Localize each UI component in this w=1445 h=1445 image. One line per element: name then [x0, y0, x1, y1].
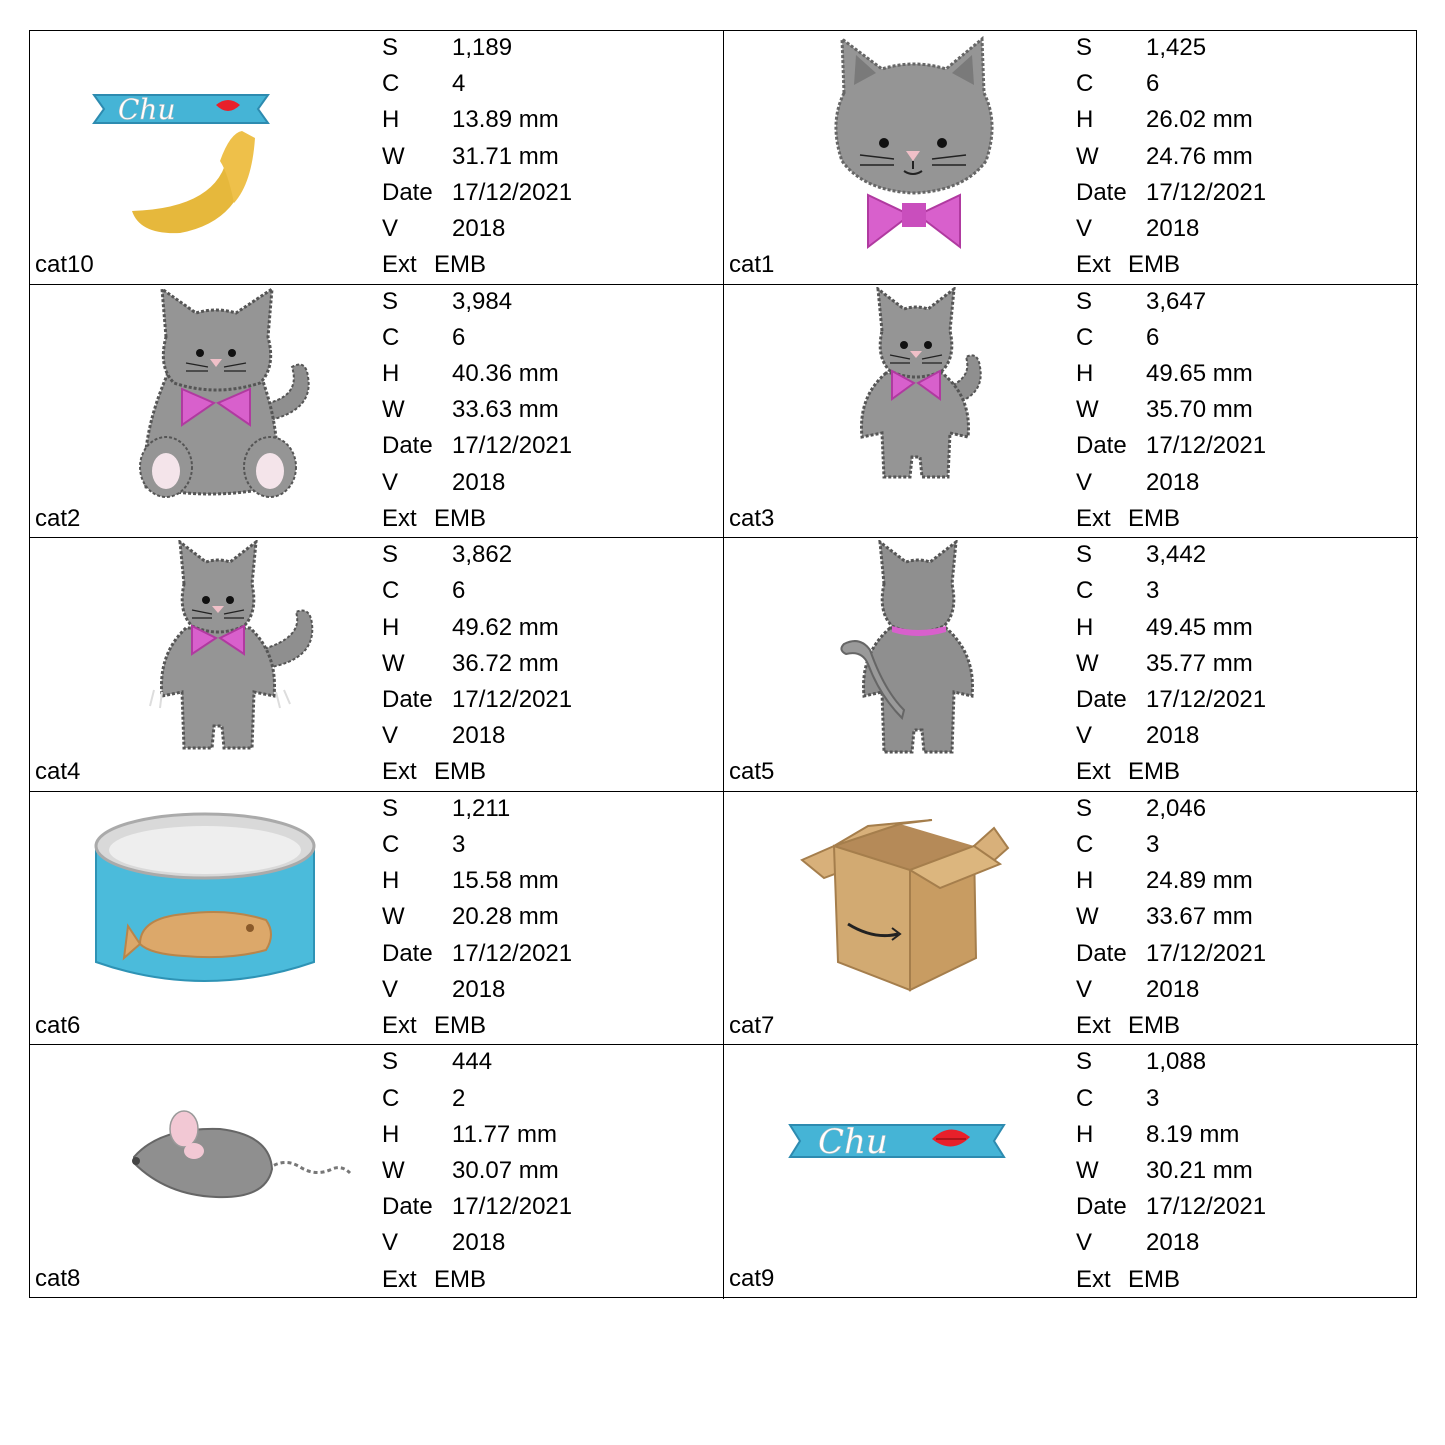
- chu-ribbon-lips-icon: [764, 1047, 1064, 1269]
- design-cell-cat3: [724, 285, 1418, 539]
- design-name: cat9: [729, 1265, 775, 1293]
- height-value: 24.89 mm: [1146, 867, 1253, 895]
- ext-label: Ext: [382, 1011, 417, 1039]
- date-label: Date: [1076, 685, 1127, 713]
- height-label: H: [1076, 106, 1094, 134]
- ext-value: EMB: [1128, 1265, 1181, 1293]
- stitch-label: S: [1076, 34, 1093, 61]
- version-label: V: [382, 214, 399, 242]
- height-value: 15.58 mm: [452, 867, 559, 895]
- date-value: 17/12/2021: [452, 1193, 573, 1221]
- stitch-count: 444: [452, 1048, 493, 1076]
- stitch-count: 1,088: [1146, 1048, 1207, 1076]
- version-label: V: [382, 975, 399, 1003]
- color-label: C: [382, 70, 400, 98]
- version-label: V: [1076, 1229, 1093, 1257]
- color-label: C: [1076, 323, 1094, 351]
- date-label: Date: [1076, 178, 1127, 206]
- date-value: 17/12/2021: [1146, 432, 1267, 460]
- width-label: W: [1076, 903, 1099, 931]
- version-value: 2018: [452, 722, 506, 750]
- version-label: V: [382, 468, 399, 496]
- toy-mouse-icon: [70, 1047, 370, 1269]
- width-label: W: [1076, 142, 1099, 170]
- color-label: C: [382, 830, 400, 858]
- date-label: Date: [1076, 939, 1127, 967]
- width-value: 30.07 mm: [452, 1156, 559, 1184]
- design-name: cat10: [35, 251, 94, 278]
- design-cell-cat7: [724, 792, 1418, 1046]
- date-value: 17/12/2021: [452, 432, 573, 460]
- design-cell-cat10: [30, 31, 724, 285]
- date-label: Date: [382, 432, 433, 460]
- stitch-label: S: [1076, 794, 1093, 822]
- date-label: Date: [382, 1193, 433, 1221]
- color-label: C: [382, 1084, 400, 1112]
- color-label: C: [1076, 70, 1094, 98]
- stitch-count: 3,647: [1146, 287, 1207, 315]
- stitch-count: 1,189: [452, 34, 513, 61]
- width-value: 20.28 mm: [452, 903, 559, 931]
- version-value: 2018: [1146, 975, 1200, 1003]
- stitch-count: 1,425: [1146, 34, 1207, 61]
- height-value: 13.89 mm: [452, 106, 559, 134]
- version-label: V: [1076, 468, 1093, 496]
- height-label: H: [1076, 1120, 1094, 1148]
- version-value: 2018: [1146, 1229, 1200, 1257]
- design-name: cat4: [35, 758, 81, 786]
- kitten-back-icon: [764, 540, 1064, 762]
- width-label: W: [1076, 649, 1099, 677]
- ext-value: EMB: [1128, 758, 1181, 786]
- version-value: 2018: [1146, 214, 1200, 242]
- height-label: H: [1076, 867, 1094, 895]
- design-cell-cat4: [30, 538, 724, 792]
- width-label: W: [1076, 1156, 1099, 1184]
- design-name: cat7: [729, 1011, 775, 1039]
- standing-kitten-claws-icon: [70, 540, 370, 762]
- version-value: 2018: [452, 1229, 506, 1257]
- ext-value: EMB: [434, 504, 487, 532]
- ext-value: EMB: [434, 1265, 487, 1293]
- version-value: 2018: [452, 214, 506, 242]
- version-value: 2018: [1146, 468, 1200, 496]
- design-specs: [1076, 31, 1406, 284]
- ext-label: Ext: [1076, 758, 1111, 786]
- ext-label: Ext: [1076, 251, 1111, 279]
- ext-label: Ext: [382, 251, 417, 279]
- height-label: H: [382, 613, 400, 641]
- height-value: 26.02 mm: [1146, 106, 1253, 134]
- color-count: 3: [1146, 830, 1160, 858]
- date-value: 17/12/2021: [452, 178, 573, 206]
- width-value: 30.21 mm: [1146, 1156, 1253, 1184]
- cardboard-box-icon: [764, 794, 1064, 1016]
- design-cell-cat2: [30, 285, 724, 539]
- date-value: 17/12/2021: [452, 939, 573, 967]
- width-value: 24.76 mm: [1146, 142, 1253, 170]
- color-label: C: [1076, 1084, 1094, 1112]
- height-label: H: [1076, 613, 1094, 641]
- ribbon-text: Chu: [818, 1122, 888, 1163]
- stitch-label: S: [382, 794, 399, 822]
- design-specs: [382, 285, 712, 538]
- date-label: Date: [382, 178, 433, 206]
- design-sheet-grid: [29, 30, 1417, 1298]
- width-value: 33.67 mm: [1146, 903, 1253, 931]
- ext-label: Ext: [382, 1265, 417, 1293]
- ext-label: Ext: [382, 758, 417, 786]
- color-count: 6: [452, 577, 466, 605]
- width-value: 36.72 mm: [452, 649, 559, 677]
- fish-tin-can-icon: [70, 794, 370, 1016]
- stitch-label: S: [382, 34, 399, 61]
- date-value: 17/12/2021: [1146, 939, 1267, 967]
- design-name: cat3: [729, 504, 775, 532]
- color-count: 6: [1146, 70, 1160, 98]
- color-count: 3: [1146, 577, 1160, 605]
- color-count: 3: [452, 830, 466, 858]
- ext-label: Ext: [382, 504, 417, 532]
- height-label: H: [382, 867, 400, 895]
- design-specs: [382, 538, 712, 791]
- height-value: 40.36 mm: [452, 359, 559, 387]
- width-label: W: [382, 396, 405, 424]
- version-label: V: [382, 722, 399, 750]
- version-label: V: [1076, 722, 1093, 750]
- design-specs: [1076, 285, 1406, 538]
- design-cell-cat5: [724, 538, 1418, 792]
- color-count: 2: [452, 1084, 466, 1112]
- design-specs: [382, 1045, 712, 1298]
- stitch-count: 3,862: [452, 541, 513, 569]
- date-label: Date: [1076, 432, 1127, 460]
- design-cell-cat1: [724, 31, 1418, 285]
- design-name: cat5: [729, 758, 775, 786]
- design-specs: [1076, 1045, 1406, 1298]
- version-value: 2018: [452, 975, 506, 1003]
- kitten-head-bow-icon: [764, 33, 1064, 255]
- width-value: 33.63 mm: [452, 396, 559, 424]
- stitch-label: S: [1076, 287, 1093, 315]
- standing-kitten-icon: [764, 287, 1064, 509]
- color-count: 3: [1146, 1084, 1160, 1112]
- color-label: C: [382, 323, 400, 351]
- design-specs: [1076, 792, 1406, 1045]
- design-name: cat6: [35, 1011, 81, 1039]
- design-name: cat2: [35, 504, 81, 532]
- design-name: cat1: [729, 251, 775, 278]
- color-label: C: [1076, 830, 1094, 858]
- width-label: W: [382, 903, 405, 931]
- stitch-label: S: [382, 1048, 399, 1076]
- ext-value: EMB: [1128, 251, 1181, 279]
- ext-value: EMB: [1128, 1011, 1181, 1039]
- stitch-count: 3,442: [1146, 541, 1207, 569]
- ext-value: EMB: [434, 758, 487, 786]
- ext-value: EMB: [434, 251, 487, 279]
- design-name: cat8: [35, 1265, 81, 1293]
- height-value: 49.65 mm: [1146, 359, 1253, 387]
- stitch-label: S: [1076, 541, 1093, 569]
- date-label: Date: [1076, 1193, 1127, 1221]
- color-count: 6: [452, 323, 466, 351]
- ext-value: EMB: [434, 1011, 487, 1039]
- ext-label: Ext: [1076, 504, 1111, 532]
- height-label: H: [382, 106, 400, 134]
- design-specs: [1076, 538, 1406, 791]
- width-label: W: [382, 142, 405, 170]
- design-cell-cat8: [30, 1045, 724, 1299]
- chu-ribbon-drip-icon: [70, 33, 370, 255]
- design-specs: [382, 792, 712, 1045]
- stitch-count: 2,046: [1146, 794, 1207, 822]
- stitch-count: 1,211: [452, 794, 511, 822]
- stitch-label: S: [1076, 1048, 1093, 1076]
- height-value: 8.19 mm: [1146, 1120, 1240, 1148]
- width-value: 35.70 mm: [1146, 396, 1253, 424]
- height-label: H: [382, 359, 400, 387]
- color-label: C: [1076, 577, 1094, 605]
- date-label: Date: [382, 939, 433, 967]
- stitch-count: 3,984: [452, 287, 513, 315]
- version-label: V: [1076, 214, 1093, 242]
- design-specs: [382, 31, 712, 284]
- width-label: W: [382, 1156, 405, 1184]
- ext-value: EMB: [1128, 504, 1181, 532]
- height-label: H: [1076, 359, 1094, 387]
- date-value: 17/12/2021: [1146, 685, 1267, 713]
- date-value: 17/12/2021: [1146, 1193, 1267, 1221]
- height-value: 49.45 mm: [1146, 613, 1253, 641]
- version-label: V: [1076, 975, 1093, 1003]
- width-label: W: [382, 649, 405, 677]
- width-value: 35.77 mm: [1146, 649, 1253, 677]
- version-value: 2018: [452, 468, 506, 496]
- height-value: 49.62 mm: [452, 613, 559, 641]
- width-label: W: [1076, 396, 1099, 424]
- color-count: 6: [1146, 323, 1160, 351]
- height-label: H: [382, 1120, 400, 1148]
- stitch-label: S: [382, 541, 399, 569]
- height-value: 11.77 mm: [452, 1120, 557, 1148]
- sitting-kitten-icon: [70, 287, 370, 509]
- design-cell-cat6: [30, 792, 724, 1046]
- ext-label: Ext: [1076, 1011, 1111, 1039]
- version-label: V: [382, 1229, 399, 1257]
- design-cell-cat9: [724, 1045, 1418, 1299]
- version-value: 2018: [1146, 722, 1200, 750]
- width-value: 31.71 mm: [452, 142, 559, 170]
- date-value: 17/12/2021: [452, 685, 573, 713]
- color-count: 4: [452, 70, 466, 98]
- ribbon-text: Chu: [118, 93, 176, 126]
- date-value: 17/12/2021: [1146, 178, 1267, 206]
- color-label: C: [382, 577, 400, 605]
- ext-label: Ext: [1076, 1265, 1111, 1293]
- stitch-label: S: [382, 287, 399, 315]
- date-label: Date: [382, 685, 433, 713]
